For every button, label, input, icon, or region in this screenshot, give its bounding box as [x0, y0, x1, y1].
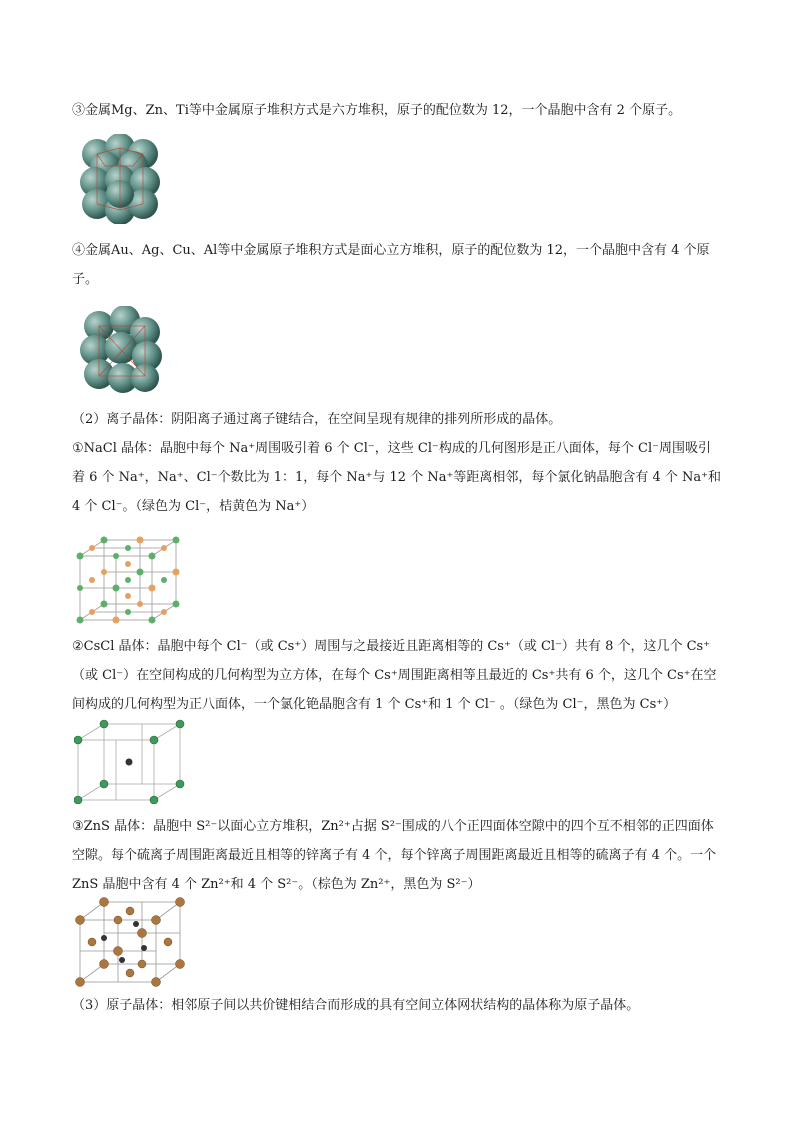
- paragraph-cscl: ②CsCl 晶体：晶胞中每个 Cl⁻（或 Cs⁺）周围与之最接近且距离相等的 Cs⁺（或 Cl⁻）共有 8 个，这几个 Cs⁺（或 Cl⁻）在空间构成的几何构型为立方体，在每个 Cs⁺周围距离相等且最近的 Cs⁺共有 6 个，这几个 Cs⁺在空间构成的几何构型为正八面体，一个氯化铯晶胞含有 1 个 Cs⁺和 1 个 Cl⁻ 。（绿色为 Cl⁻，黑色为 Cs⁺）: [72, 639, 717, 712]
- figure-zns-structure: [74, 896, 186, 988]
- paragraph-nacl: ①NaCl 晶体：晶胞中每个 Na⁺周围吸引着 6 个 Cl⁻，这些 Cl⁻构成的几何图形是正八面体，每个 Cl⁻周围吸引着 6 个 Na⁺，Na⁺、Cl⁻个数比为 1：1，每个 Na⁺与 12 个 Na⁺等距离相邻，每个氯化钠晶胞含有 4 个 Na⁺和 4 个 Cl⁻。（绿色为 Cl⁻，桔黄色为 Na⁺）: [72, 441, 721, 514]
- paragraph-zns: ③ZnS 晶体：晶胞中 S²⁻以面心立方堆积，Zn²⁺占据 S²⁻围成的八个正四面体空隙中的四个互不相邻的正四面体空隙。每个硫离子周围距离最近且相等的锌离子有 4 个，每个锌离子周围距离最近且相等的硫离子有 4 个。一个 ZnS 晶胞中含有 4 个 Zn²⁺和 4 个 S²⁻。（棕色为 Zn²⁺，黑色为 S²⁻）: [72, 819, 717, 892]
- paragraph-hcp: ③金属Mg、Zn、Ti等中金属原子堆积方式是六方堆积，原子的配位数为 12，一个晶胞中含有 2 个原子。: [72, 103, 682, 118]
- paragraph-ionic-crystal: （2）离子晶体：阴阳离子通过离子键结合，在空间呈现有规律的排列所形成的晶体。: [72, 412, 562, 427]
- paragraph-fcc: ④金属Au、Ag、Cu、Al等中金属原子堆积方式是面心立方堆积，原子的配位数为 12，一个晶胞中含有 4 个原子。: [72, 243, 710, 287]
- paragraph-atomic-crystal: （3）原子晶体：相邻原子间以共价键相结合而形成的具有空间立体网状结构的晶体称为原子晶体。: [72, 998, 640, 1013]
- figure-fcc-structure: [77, 306, 165, 394]
- figure-nacl-structure: [74, 534, 184, 626]
- figure-hcp-structure: [75, 134, 165, 224]
- figure-cscl-structure: [74, 718, 186, 804]
